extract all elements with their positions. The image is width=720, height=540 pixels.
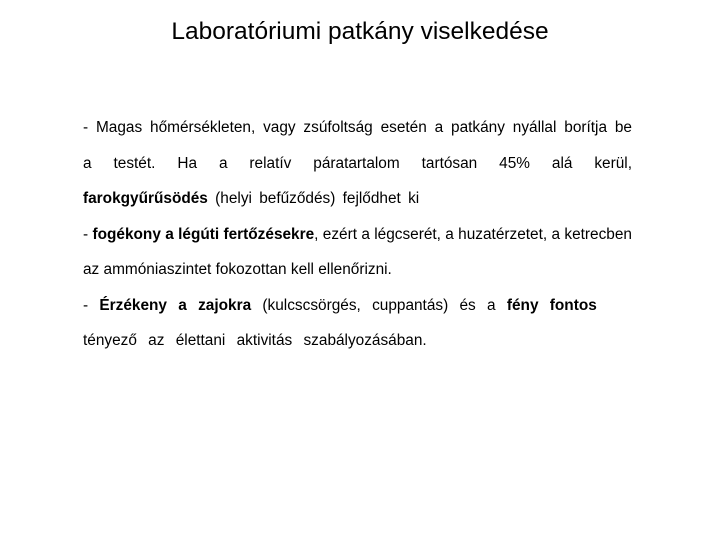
- paragraph-respiratory-text-1: -: [83, 225, 93, 243]
- paragraph-respiratory: [83, 217, 632, 288]
- slide-body: [83, 110, 632, 359]
- paragraph-noise-light-text-2: (kulcscsörgés, cuppantás) és a: [251, 296, 507, 314]
- paragraph-humidity-bold-term: farokgyűrűsödés: [83, 190, 208, 207]
- paragraph-respiratory-bold-term: fogékony a légúti fertőzésekre: [92, 225, 315, 243]
- paragraph-noise-light-bold-term-1: Érzékeny a zajokra: [99, 296, 252, 314]
- paragraph-noise-light-text-3: tényező az élettani aktivitás szabályozásában.: [83, 332, 427, 349]
- slide-title: Laboratóriumi patkány viselkedése: [171, 18, 549, 45]
- paragraph-humidity: [83, 110, 632, 217]
- paragraph-noise-light-bold-term-2: fény fontos: [506, 296, 597, 314]
- paragraph-respiratory-text-2: , ezért a légcserét, a huzatérzetet, a ketrecben az ammóniaszintet fokozottan kell ellenőrizni.: [83, 225, 632, 278]
- paragraph-humidity-text-1: - Magas hőmérsékleten, vagy zsúfoltság esetén a patkány nyállal borítja be a testét. Ha a relatív páratartalom tartósan 45% alá kerül,: [83, 119, 632, 172]
- paragraph-humidity-text-2: (helyi befűződés) fejlődhet ki: [207, 190, 420, 207]
- paragraph-noise-light: [83, 288, 632, 359]
- paragraph-noise-light-text-1: -: [83, 296, 100, 314]
